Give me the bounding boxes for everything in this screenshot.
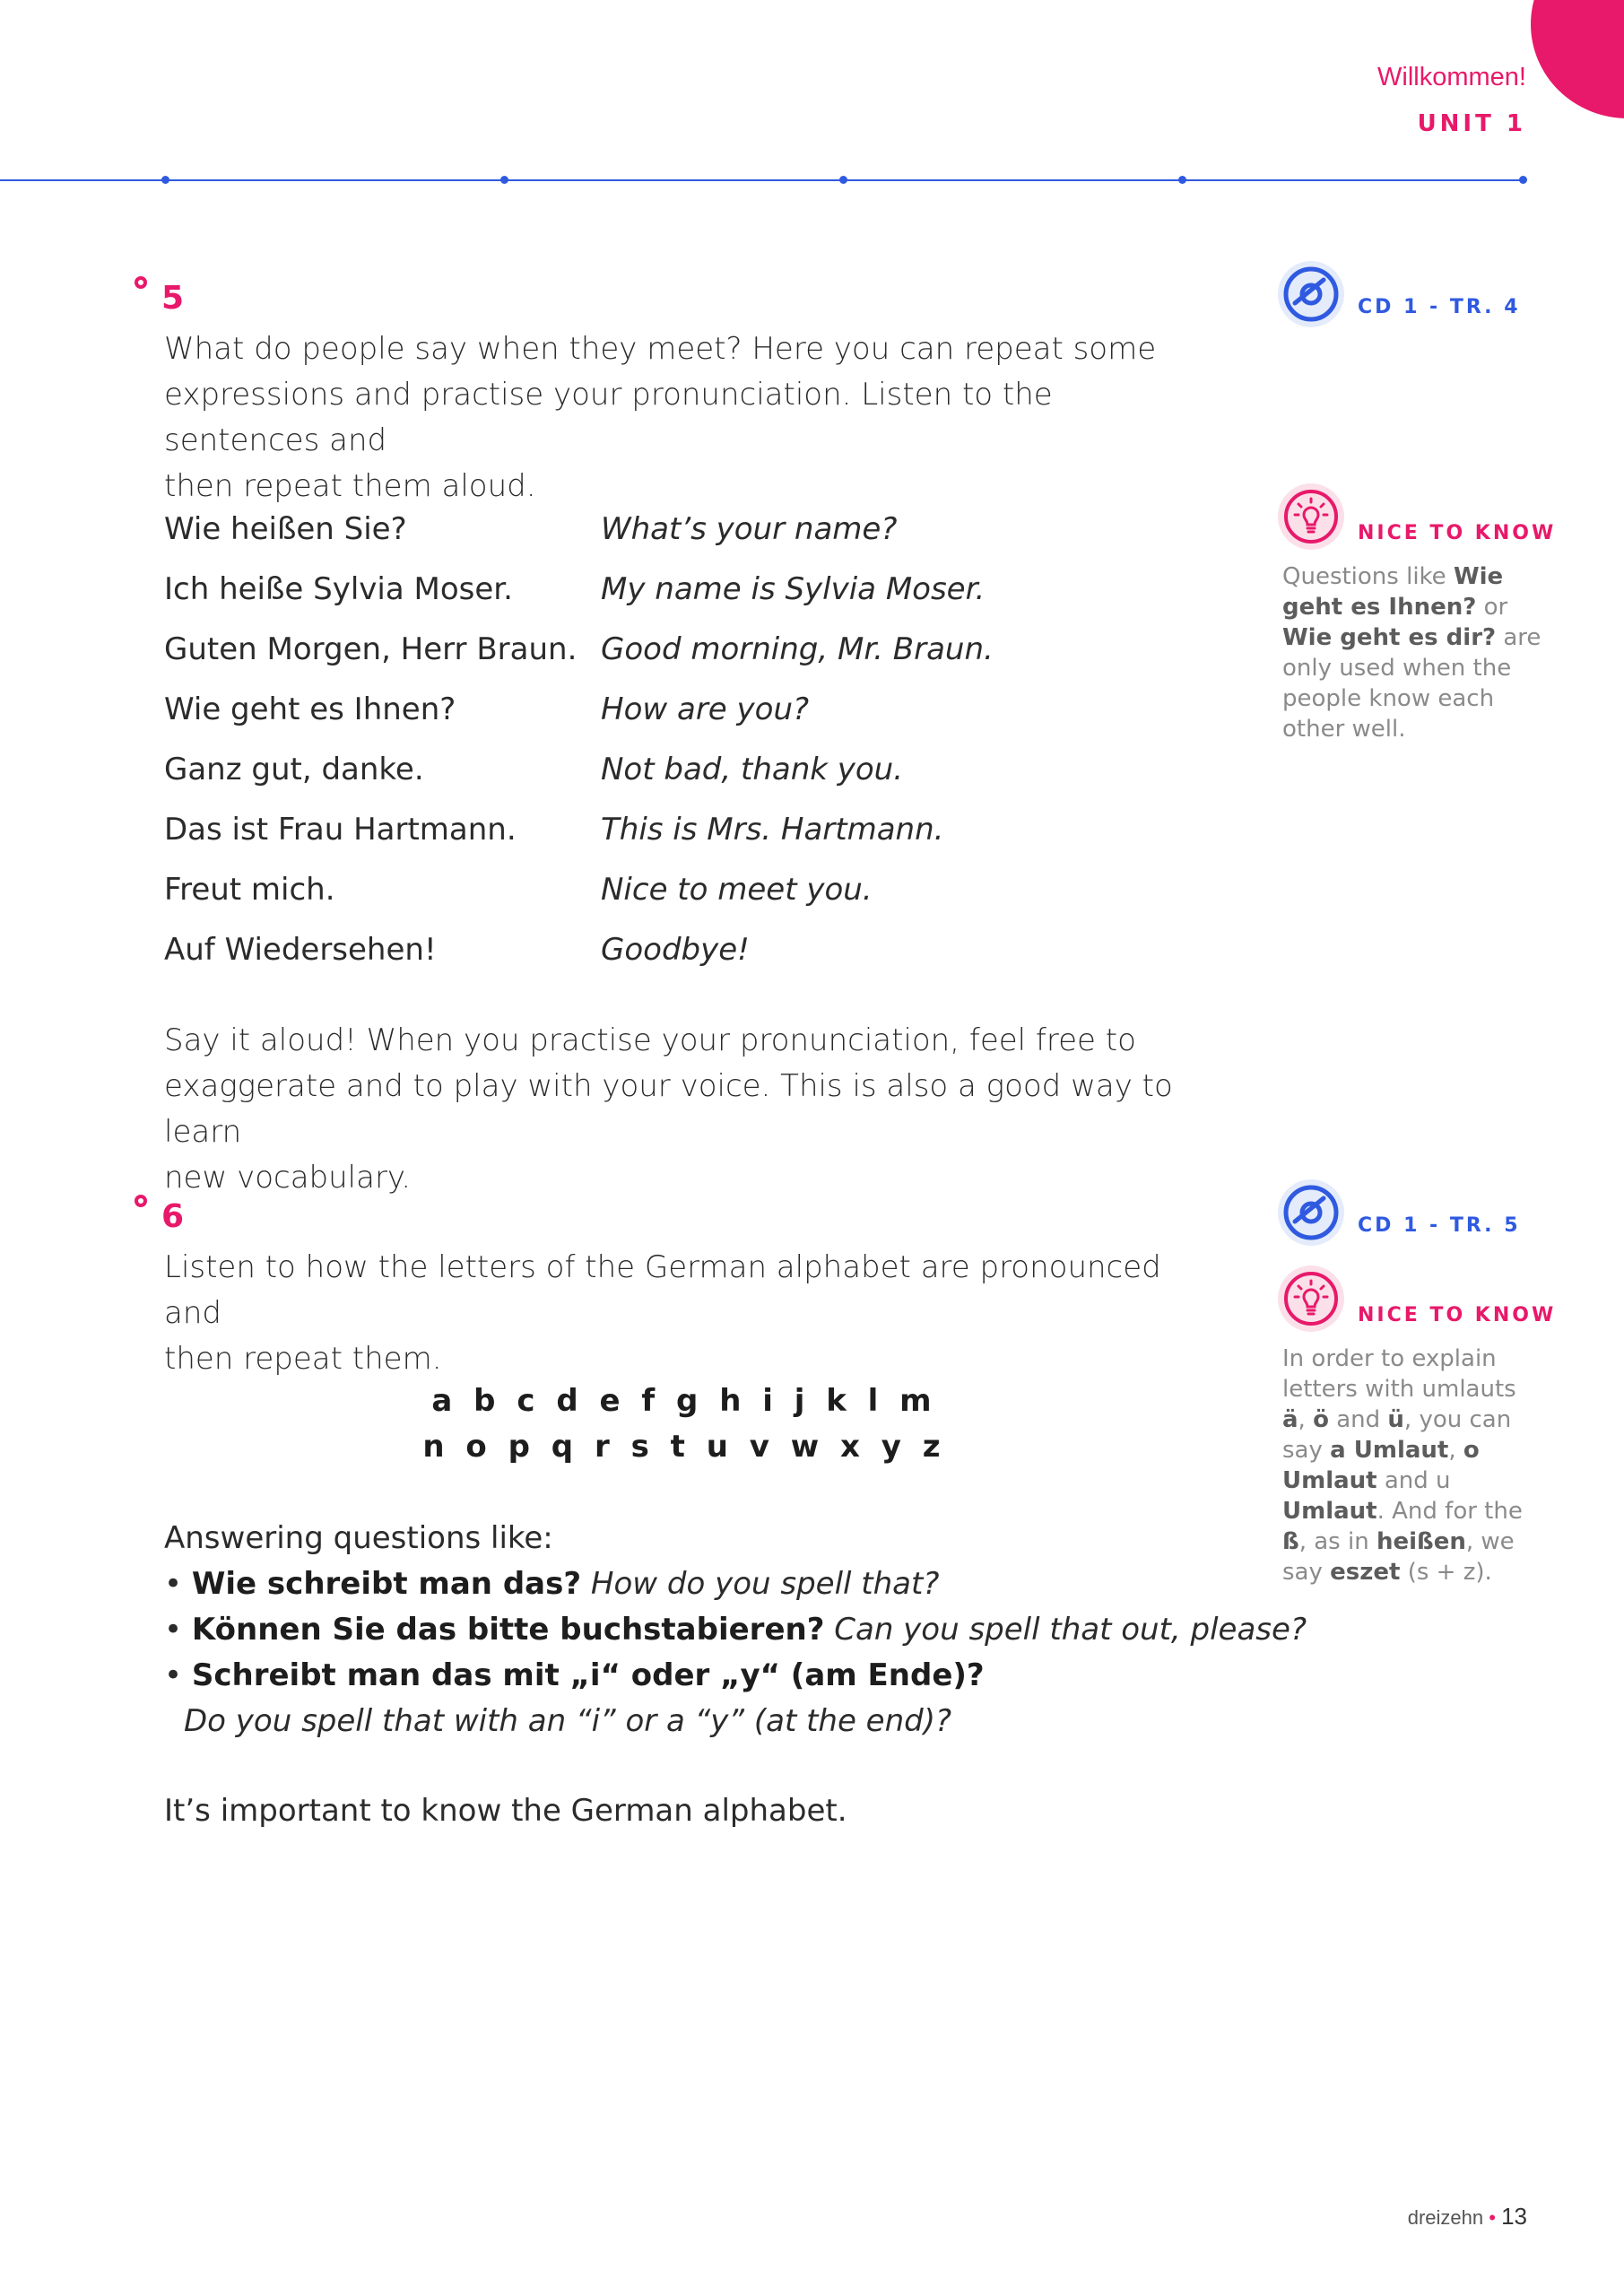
- outro-line: new vocabulary.: [164, 1160, 412, 1196]
- exercise-6-outro: It’s important to know the German alphabet.: [164, 1793, 847, 1829]
- body-text: (s + z).: [1400, 1559, 1492, 1586]
- alphabet-row: n o p q r s t u v w x y z: [422, 1429, 946, 1465]
- header-rule-dot: [1519, 176, 1527, 184]
- body-text: ,: [1298, 1406, 1314, 1433]
- lightbulb-icon: [1277, 1265, 1345, 1333]
- exercise-5-intro: [164, 326, 1204, 509]
- cd-icon: [1277, 260, 1345, 328]
- exercise-5-outro: [164, 1018, 1204, 1201]
- header-rule-dot: [500, 176, 508, 184]
- page-number-word: dreizehn: [1407, 2206, 1484, 2229]
- header-rule-dot: [1178, 176, 1186, 184]
- page-number: 13: [1501, 2203, 1527, 2230]
- header-corner-circle: [1531, 0, 1624, 118]
- body-text: . And for the: [1376, 1498, 1523, 1525]
- intro-line: then repeat them aloud.: [164, 468, 536, 504]
- question-german: Schreibt man das mit „i“ oder „y“ (am Ende)?: [191, 1657, 985, 1693]
- header-title: Willkommen!: [1377, 63, 1526, 91]
- lightbulb-icon: [1277, 483, 1345, 551]
- question-item: [164, 1653, 985, 1699]
- alphabet-row: a b c d e f g h i j k l m: [431, 1383, 937, 1419]
- emphasis-text: heißen: [1376, 1528, 1466, 1555]
- exercise-6-intro: [164, 1245, 1204, 1382]
- question-english: Can you spell that out, please?: [834, 1612, 1307, 1648]
- emphasis-text: a Umlaut: [1330, 1437, 1449, 1464]
- emphasis-text: ü: [1387, 1406, 1404, 1433]
- nice-to-know-label: NICE TO KNOW: [1358, 1304, 1557, 1326]
- phrase-german: Freut mich.: [164, 872, 335, 908]
- page-footer: [1408, 2203, 1527, 2231]
- exercise-number: 5: [161, 280, 185, 317]
- exercise-number: 6: [161, 1198, 185, 1235]
- body-text: , we say: [1282, 1528, 1515, 1586]
- question-english: How do you spell that?: [590, 1566, 940, 1602]
- phrase-english: My name is Sylvia Moser.: [601, 571, 986, 607]
- footer-separator: •: [1489, 2206, 1496, 2229]
- outro-line: Say it aloud! When you practise your pronunciation, feel free to: [164, 1022, 1136, 1058]
- nice-to-know-text: [1282, 561, 1542, 744]
- exercise-marker-icon: [135, 276, 147, 289]
- body-text: are only used when the people know each other well.: [1282, 624, 1541, 743]
- body-text: Questions like: [1282, 563, 1454, 590]
- emphasis-text: ä: [1282, 1406, 1298, 1433]
- phrase-german: Ganz gut, danke.: [164, 752, 424, 787]
- intro-line: expressions and practise your pronunciation. Listen to the sentences and: [164, 377, 1053, 458]
- emphasis-text: Wie geht es Ihnen?: [1282, 563, 1504, 621]
- phrase-german: Auf Wiedersehen!: [164, 932, 437, 968]
- phrase-german: Ich heiße Sylvia Moser.: [164, 571, 513, 607]
- exercise-marker-icon: [135, 1195, 147, 1207]
- emphasis-text: ß: [1282, 1528, 1299, 1555]
- nice-to-know-text: [1282, 1344, 1542, 1587]
- question-german: Können Sie das bitte buchstabieren?: [191, 1612, 825, 1648]
- phrase-german: Das ist Frau Hartmann.: [164, 812, 517, 848]
- nice-to-know-label: NICE TO KNOW: [1358, 522, 1557, 544]
- cd-track-label: CD 1 - TR. 4: [1358, 296, 1521, 318]
- phrase-english: This is Mrs. Hartmann.: [601, 812, 944, 848]
- emphasis-text: Umlaut: [1282, 1498, 1377, 1525]
- phrase-german: Guten Morgen, Herr Braun.: [164, 631, 578, 667]
- question-item: [164, 1607, 1307, 1653]
- phrase-english: Nice to meet you.: [601, 872, 873, 908]
- emphasis-text: o Umlaut: [1282, 1437, 1480, 1494]
- emphasis-text: eszet: [1330, 1559, 1401, 1586]
- outro-line: exaggerate and to play with your voice. This is also a good way to learn: [164, 1068, 1173, 1150]
- header-rule-dot: [839, 176, 847, 184]
- question-english: Do you spell that with an “i” or a “y” (at the end)?: [184, 1703, 952, 1739]
- body-text: and: [1328, 1406, 1388, 1433]
- header-unit: UNIT 1: [1417, 110, 1526, 137]
- phrase-german: Wie geht es Ihnen?: [164, 691, 456, 727]
- header-rule-dot: [161, 176, 169, 184]
- emphasis-text: ö: [1313, 1406, 1329, 1433]
- cd-track-label: CD 1 - TR. 5: [1358, 1214, 1521, 1237]
- body-text: and u: [1376, 1467, 1451, 1494]
- body-text: In order to explain letters with umlauts: [1282, 1345, 1516, 1403]
- body-text: , as in: [1298, 1528, 1376, 1555]
- intro-line: What do people say when they meet? Here you can repeat some: [164, 331, 1157, 367]
- body-text: , you can say: [1282, 1406, 1512, 1464]
- phrase-english: Good morning, Mr. Braun.: [601, 631, 994, 667]
- question-translation: [184, 1699, 951, 1744]
- phrase-english: Not bad, thank you.: [601, 752, 904, 787]
- question-item: [164, 1561, 939, 1607]
- body-text: or: [1476, 594, 1508, 621]
- cd-icon: [1277, 1178, 1345, 1247]
- bullet: •: [164, 1612, 183, 1648]
- phrase-english: How are you?: [601, 691, 810, 727]
- emphasis-text: Wie geht es dir?: [1282, 624, 1497, 651]
- phrase-german: Wie heißen Sie?: [164, 511, 407, 547]
- header-rule: [0, 179, 1524, 181]
- body-text: ,: [1448, 1437, 1463, 1464]
- bullet: •: [164, 1566, 183, 1602]
- phrase-english: Goodbye!: [601, 932, 750, 968]
- intro-line: then repeat them.: [164, 1341, 442, 1377]
- questions-intro: Answering questions like:: [164, 1520, 553, 1556]
- intro-line: Listen to how the letters of the German alphabet are pronounced and: [164, 1249, 1161, 1331]
- question-german: Wie schreibt man das?: [191, 1566, 582, 1602]
- phrase-english: What’s your name?: [601, 511, 898, 547]
- bullet: •: [164, 1657, 183, 1693]
